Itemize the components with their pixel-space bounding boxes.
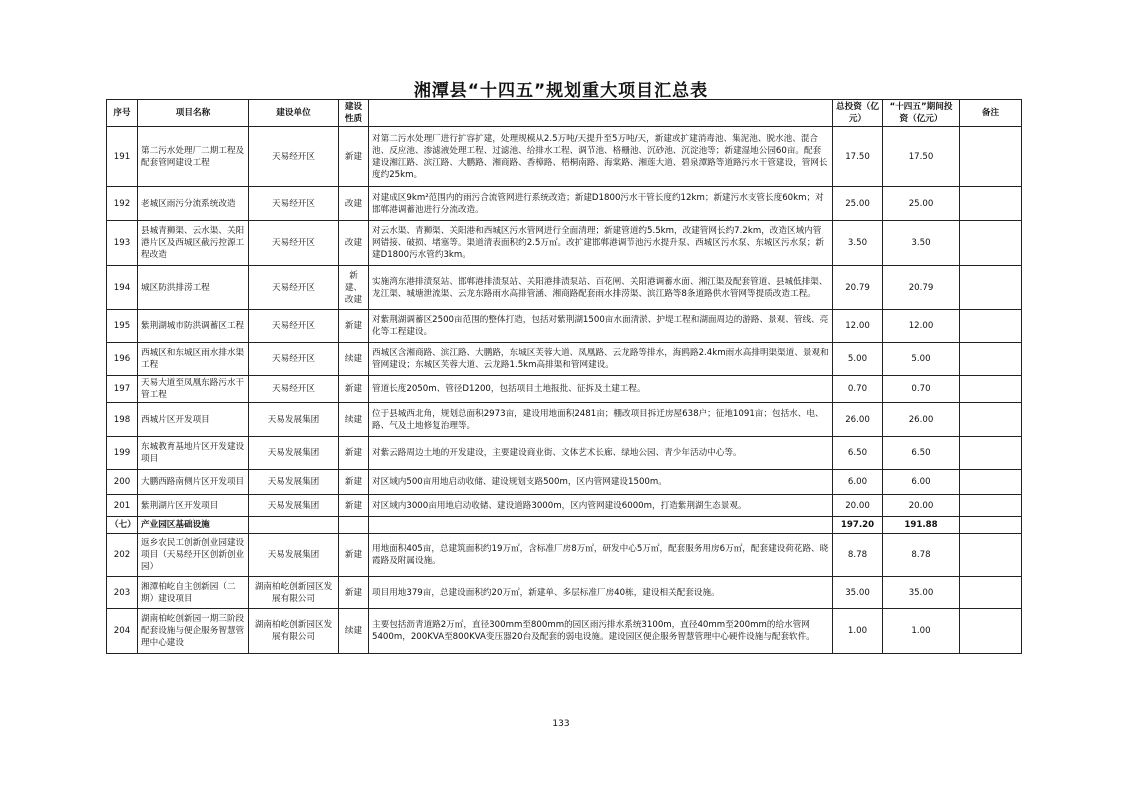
cell-nature: 续建 [339,403,369,437]
cell-note [960,470,1022,495]
cell-unit: 天易发展集团 [249,534,339,577]
cell-note [960,437,1022,470]
cell-period: 3.50 [883,221,960,266]
cell-total: 12.00 [833,310,883,343]
table-row [107,403,1022,437]
table-row [107,437,1022,470]
cell-total: 25.00 [833,187,883,221]
cell-period: 0.70 [883,376,960,403]
cell-period: 12.00 [883,310,960,343]
cell-content: 主要包括沥青道路2万㎡，直径300mm至800mm的园区雨污排水系统3100m，直径40mm至200mm的给水管网5400m，200KVA至800KVA变压器20台及配套的弱电设施。建设园区便企服务智慧管理中心硬件设施与配套软件。 [369,609,833,654]
cell-period: 25.00 [883,187,960,221]
cell-name: 县城青狮渠、云水渠、关阳港片区及西城区截污控源工程改造 [138,221,249,266]
cell-no: 195 [107,310,138,343]
cell-nature: 续建 [339,343,369,376]
header-row [107,100,1022,127]
cell-content: 西城区含湘商路、滨江路、大鹏路，东城区芙蓉大道、凤凰路、云龙路等排水，海鸥路2.4km雨水高排明渠渠道、景观和管网建设；东城区芙蓉大道、云龙路1.5km高排渠和管网建设。 [369,343,833,376]
cell-unit: 天易经开区 [249,221,339,266]
cell-unit: 天易经开区 [249,266,339,310]
cell-period: 20.00 [883,495,960,517]
cell-unit: 天易经开区 [249,310,339,343]
cell-content: 用地面积405亩，总建筑面积约19万㎡，含标准厂房8万㎡，研发中心5万㎡，配套服务用房6万㎡，配套建设荷花路、晓霞路及附属设施。 [369,534,833,577]
cell-content: 项目用地379亩，总建设面积约20万㎡，新建单、多层标准厂房40栋，建设相关配套设施。 [369,577,833,609]
cell-total: 6.00 [833,470,883,495]
header-name: 项目名称 [138,100,249,127]
section-total: 197.20 [833,517,883,534]
page-title: 湘潭县“十四五”规划重大项目汇总表 [413,81,709,101]
cell-no: 199 [107,437,138,470]
cell-total: 6.50 [833,437,883,470]
header-content [369,100,833,127]
section-empty-cell [960,517,1022,534]
cell-period: 17.50 [883,127,960,187]
cell-total: 3.50 [833,221,883,266]
cell-name: 东城教育基地片区开发建设项目 [138,437,249,470]
cell-total: 1.00 [833,609,883,654]
cell-nature: 新建 [339,376,369,403]
cell-content: 对第二污水处理厂进行扩容扩建，处理规模从2.5万吨/天提升至5万吨/天，新建或扩建消毒池、集泥池、脱水池、混合池、反应池、渗滤液处理工程、过滤池、给排水工程、调节池、格栅池、沉砂池、沉淀池等；新建湿地公园60亩。配套建设湘江路、滨江路、大鹏路、湘商路、香樟路、梧桐南路、海棠路、湘莲大道、碧泉潭路等道路污水干管建设，管网长度约25km。 [369,127,833,187]
cell-name: 湖南柏屹创新园一期三阶段配套设施与便企服务智慧管理中心建设 [138,609,249,654]
cell-unit: 天易发展集团 [249,437,339,470]
header-no: 序号 [107,100,138,127]
section-empty-cell [339,517,369,534]
table-row [107,495,1022,517]
cell-name: 第二污水处理厂二期工程及配套管网建设工程 [138,127,249,187]
cell-total: 0.70 [833,376,883,403]
cell-unit: 天易经开区 [249,376,339,403]
cell-no: 201 [107,495,138,517]
cell-note [960,310,1022,343]
cell-no: 196 [107,343,138,376]
cell-nature: 新建 [339,127,369,187]
cell-note [960,266,1022,310]
cell-total: 35.00 [833,577,883,609]
table-row [107,470,1022,495]
section-row [107,517,1022,534]
cell-nature: 续建 [339,609,369,654]
cell-content: 对区域内500亩用地启动收储、建设规划支路500m，区内管网建设1500m。 [369,470,833,495]
cell-content: 对紫荆湖调蓄区2500亩范围的整体打造，包括对紫荆湖1500亩水面清淤、护堤工程和湖面周边的游路、景观、管线、亮化等工程建设。 [369,310,833,343]
table-row [107,310,1022,343]
cell-note [960,343,1022,376]
cell-no: 200 [107,470,138,495]
table-row [107,187,1022,221]
cell-total: 20.79 [833,266,883,310]
cell-content: 实施湾东港排渍泵站、邯郸港排渍泵站、关阳港排渍泵站、百花闸、关阳港调蓄水面、湘江渠及配套管道、县城低排渠、龙江渠、城塘泄流渠、云龙东路雨水高排管涵、湘商路配套雨水排涝渠、滨江路等8条道路供水管网等提质改造工程。 [369,266,833,310]
cell-no: 197 [107,376,138,403]
table-row [107,376,1022,403]
cell-period: 8.78 [883,534,960,577]
section-name: 产业园区基础设施 [138,517,249,534]
section-no: （七） [107,517,138,534]
cell-name: 湘潭柏屹自主创新园（二期）建设项目 [138,577,249,609]
cell-note [960,495,1022,517]
cell-total: 17.50 [833,127,883,187]
header-unit: 建设单位 [249,100,339,127]
cell-unit: 天易发展集团 [249,403,339,437]
cell-nature: 新建、改建 [339,266,369,310]
cell-content: 位于县城西北角，规划总面积2973亩，建设用地面积2481亩；棚改项目拆迁房屋638户；征地1091亩；包括水、电、路、气及土地修复治理等。 [369,403,833,437]
header-note: 备注 [960,100,1022,127]
cell-note [960,187,1022,221]
cell-note [960,534,1022,577]
cell-nature: 新建 [339,495,369,517]
cell-nature: 新建 [339,470,369,495]
cell-note [960,577,1022,609]
cell-unit: 湖南柏屹创新园区发展有限公司 [249,609,339,654]
cell-name: 天易大道至凤凰东路污水干管工程 [138,376,249,403]
table-body [107,127,1022,654]
cell-nature: 改建 [339,187,369,221]
cell-no: 204 [107,609,138,654]
cell-content: 对建成区9km²范围内的雨污合流管网进行系统改造；新建D1800污水干管长度约12km；新建污水支管长度60km；对邯郸港调蓄池进行分流改造。 [369,187,833,221]
cell-unit: 天易发展集团 [249,495,339,517]
cell-name: 大鹏西路南侧片区开发项目 [138,470,249,495]
table-row [107,266,1022,310]
section-empty-cell [249,517,339,534]
cell-note [960,127,1022,187]
cell-period: 1.00 [883,609,960,654]
cell-name: 返乡农民工创新创业园建设项目（天易经开区创新创业园） [138,534,249,577]
cell-nature: 新建 [339,437,369,470]
cell-period: 35.00 [883,577,960,609]
cell-nature: 新建 [339,577,369,609]
cell-no: 198 [107,403,138,437]
cell-period: 26.00 [883,403,960,437]
cell-no: 202 [107,534,138,577]
cell-unit: 天易经开区 [249,187,339,221]
cell-no: 192 [107,187,138,221]
cell-name: 城区防洪排涝工程 [138,266,249,310]
table-row [107,577,1022,609]
cell-period: 20.79 [883,266,960,310]
cell-no: 193 [107,221,138,266]
cell-unit: 天易经开区 [249,343,339,376]
cell-content: 对区域内3000亩用地启动收储、建设道路3000m，区内管网建设6000m，打造紫荆湖生态景观。 [369,495,833,517]
cell-note [960,376,1022,403]
table-row [107,343,1022,376]
cell-no: 191 [107,127,138,187]
cell-name: 紫荆湖城市防洪调蓄区工程 [138,310,249,343]
cell-note [960,403,1022,437]
cell-total: 8.78 [833,534,883,577]
project-table [106,99,1022,654]
cell-unit: 天易经开区 [249,127,339,187]
cell-name: 西城片区开发项目 [138,403,249,437]
cell-content: 对紫云路周边土地的开发建设，主要建设商业街、文体艺术长廊、绿地公园、青少年活动中心等。 [369,437,833,470]
cell-note [960,221,1022,266]
cell-no: 203 [107,577,138,609]
header-total: 总投资（亿元） [833,100,883,127]
cell-content: 管道长度2050m、管径D1200，包括项目土地报批、征拆及土建工程。 [369,376,833,403]
cell-name: 西城区和东城区雨水排水渠工程 [138,343,249,376]
cell-unit: 湖南柏屹创新园区发展有限公司 [249,577,339,609]
header-period: “十四五”期间投资（亿元） [883,100,960,127]
cell-note [960,609,1022,654]
cell-total: 20.00 [833,495,883,517]
cell-nature: 新建 [339,534,369,577]
cell-total: 5.00 [833,343,883,376]
cell-period: 5.00 [883,343,960,376]
table-row [107,221,1022,266]
header-nature: 建设性质 [339,100,369,127]
cell-unit: 天易发展集团 [249,470,339,495]
section-period: 191.88 [883,517,960,534]
table-row [107,127,1022,187]
cell-name: 老城区雨污分流系统改造 [138,187,249,221]
cell-period: 6.00 [883,470,960,495]
section-empty-cell [369,517,833,534]
table-row [107,534,1022,577]
page-number: 133 [552,719,570,729]
cell-name: 紫荆湖片区开发项目 [138,495,249,517]
cell-content: 对云水渠、青狮渠、关阳港和西城区污水管网进行全面清理；新建管道约5.5km，改建管网长约7.2km，改造区域内管网错接、破损、堵塞等。渠道清表面积约2.5万㎡。改扩建邯郸港调节池污水提升泵、西城区污水泵、东城区污水泵；新建D1800污水管约3km。 [369,221,833,266]
cell-period: 6.50 [883,437,960,470]
cell-no: 194 [107,266,138,310]
cell-nature: 新建 [339,310,369,343]
cell-nature: 改建 [339,221,369,266]
table-row [107,609,1022,654]
cell-total: 26.00 [833,403,883,437]
